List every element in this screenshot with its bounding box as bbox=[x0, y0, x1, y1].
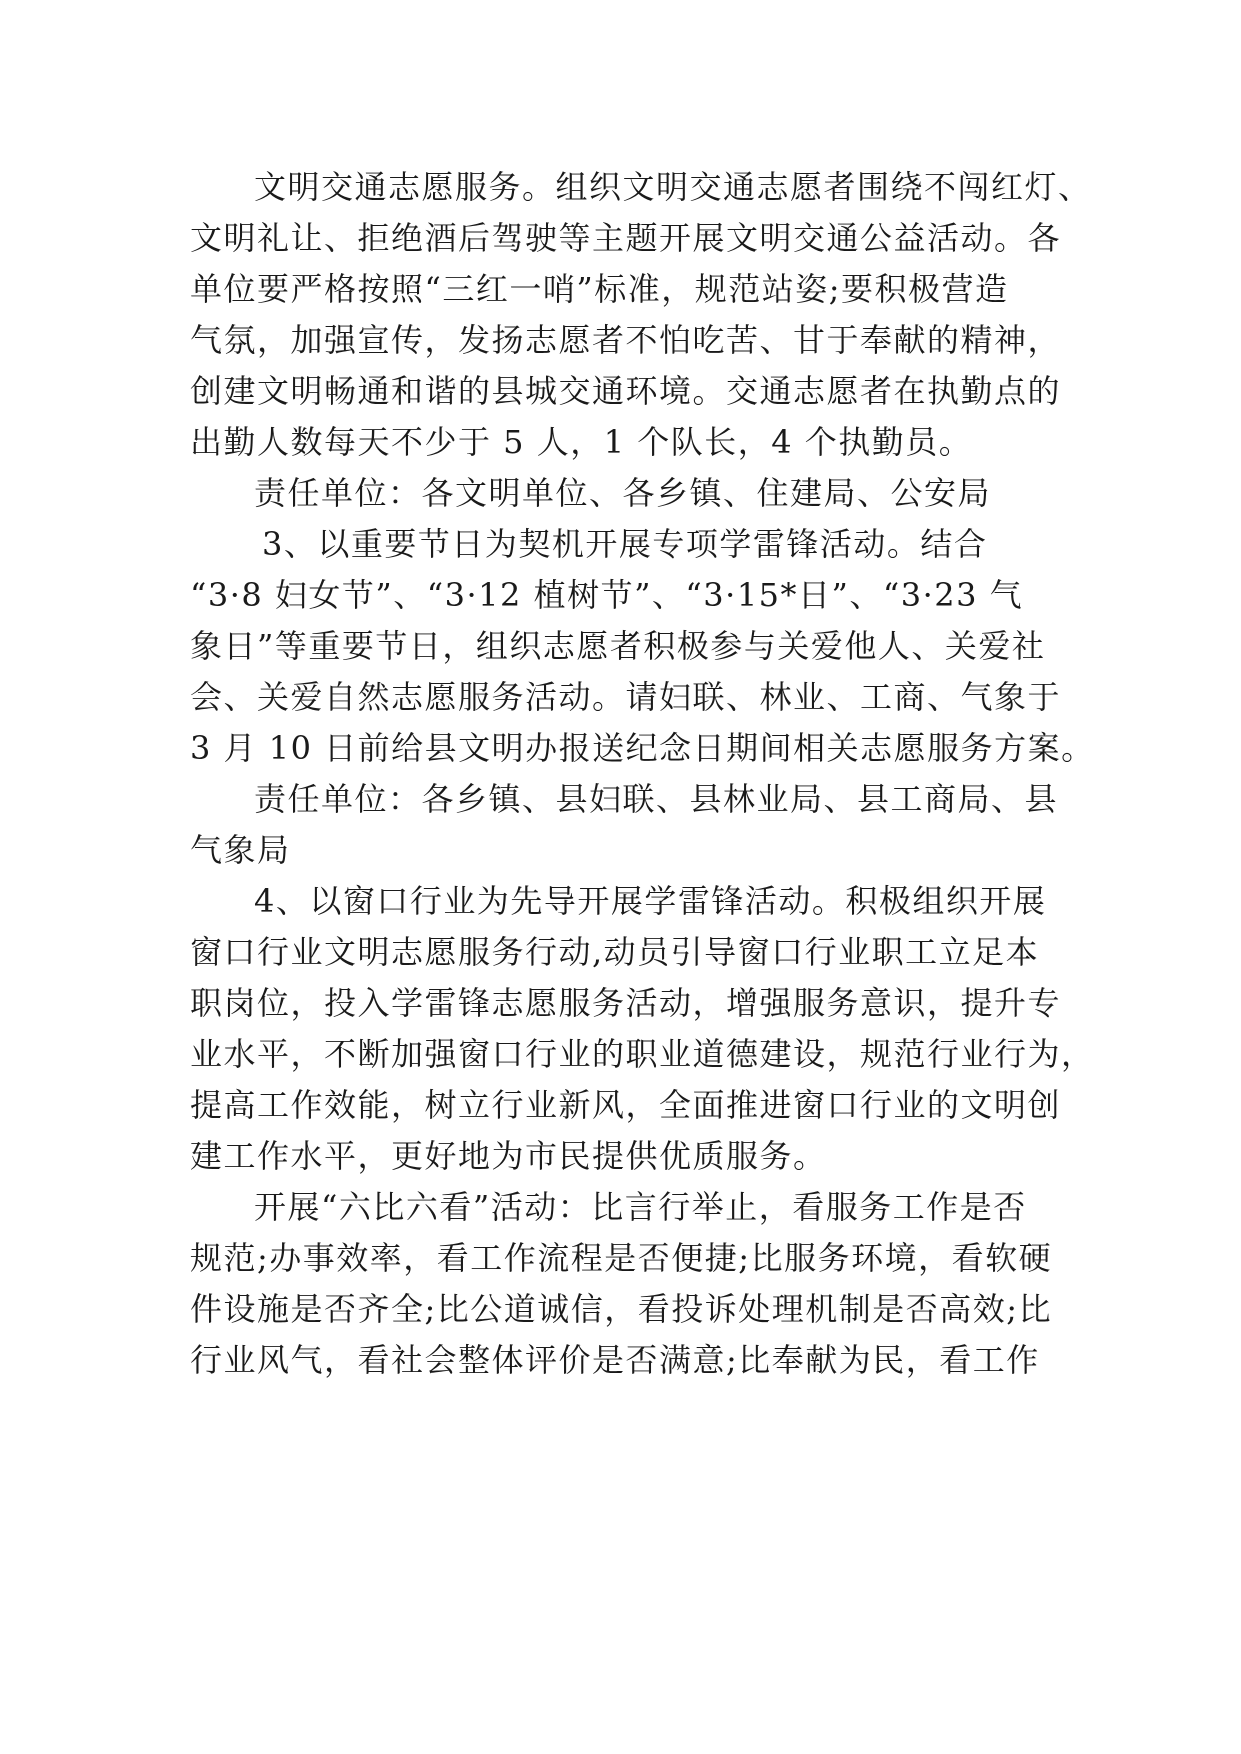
text-line: 业水平，不断加强窗口行业的职业道德建设，规范行业行为， bbox=[190, 1035, 1095, 1073]
body-text bbox=[190, 162, 1095, 1386]
text-line: 开展“六比六看”活动：比言行举止，看服务工作是否 bbox=[254, 1188, 1027, 1226]
text-line: “3·8 妇女节”、“3·12 植树节”、“3·15*日”、“3·23 气 bbox=[190, 576, 1024, 614]
responsibility-line: 责任单位：各乡镇、县妇联、县林业局、县工商局、县 bbox=[254, 780, 1059, 818]
text-line: 提高工作效能，树立行业新风，全面推进窗口行业的文明创 bbox=[190, 1086, 1062, 1124]
text-line: 气氛，加强宣传，发扬志愿者不怕吃苦、甘于奉献的精神， bbox=[190, 321, 1062, 359]
section-heading: 3、以重要节日为契机开展专项学雷锋活动。结合 bbox=[262, 525, 988, 563]
text-line: 象日”等重要节日，组织志愿者积极参与关爱他人、关爱社 bbox=[190, 627, 1046, 665]
text-line: 文明交通志愿服务。组织文明交通志愿者围绕不闯红灯、 bbox=[254, 168, 1092, 206]
section-heading: 4、以窗口行业为先导开展学雷锋活动。积极组织开展 bbox=[254, 882, 1047, 920]
responsibility-line: 责任单位：各文明单位、各乡镇、住建局、公安局 bbox=[254, 474, 992, 512]
text-line: 3 月 10 日前给县文明办报送纪念日期间相关志愿服务方案。 bbox=[190, 729, 1095, 767]
text-line: 出勤人数每天不少于 5 人，1 个队长，4 个执勤员。 bbox=[190, 423, 973, 461]
text-line: 创建文明畅通和谐的县城交通环境。交通志愿者在执勤点的 bbox=[190, 372, 1062, 410]
text-line: 规范;办事效率，看工作流程是否便捷;比服务环境，看软硬 bbox=[190, 1239, 1053, 1277]
text-line: 会、关爱自然志愿服务活动。请妇联、林业、工商、气象于 bbox=[190, 678, 1062, 716]
text-line: 建工作水平，更好地为市民提供优质服务。 bbox=[190, 1137, 827, 1175]
text-line: 行业风气，看社会整体评价是否满意;比奉献为民，看工作 bbox=[190, 1341, 1040, 1379]
text-line: 窗口行业文明志愿服务行动,动员引导窗口行业职工立足本 bbox=[190, 933, 1040, 971]
text-line: 气象局 bbox=[190, 831, 291, 869]
text-line: 件设施是否齐全;比公道诚信，看投诉处理机制是否高效;比 bbox=[190, 1290, 1053, 1328]
text-line: 文明礼让、拒绝酒后驾驶等主题开展文明交通公益活动。各 bbox=[190, 219, 1062, 257]
text-line: 职岗位，投入学雷锋志愿服务活动，增强服务意识，提升专 bbox=[190, 984, 1062, 1022]
text-line: 单位要严格按照“三红一哨”标准，规范站姿;要积极营造 bbox=[190, 270, 1009, 308]
